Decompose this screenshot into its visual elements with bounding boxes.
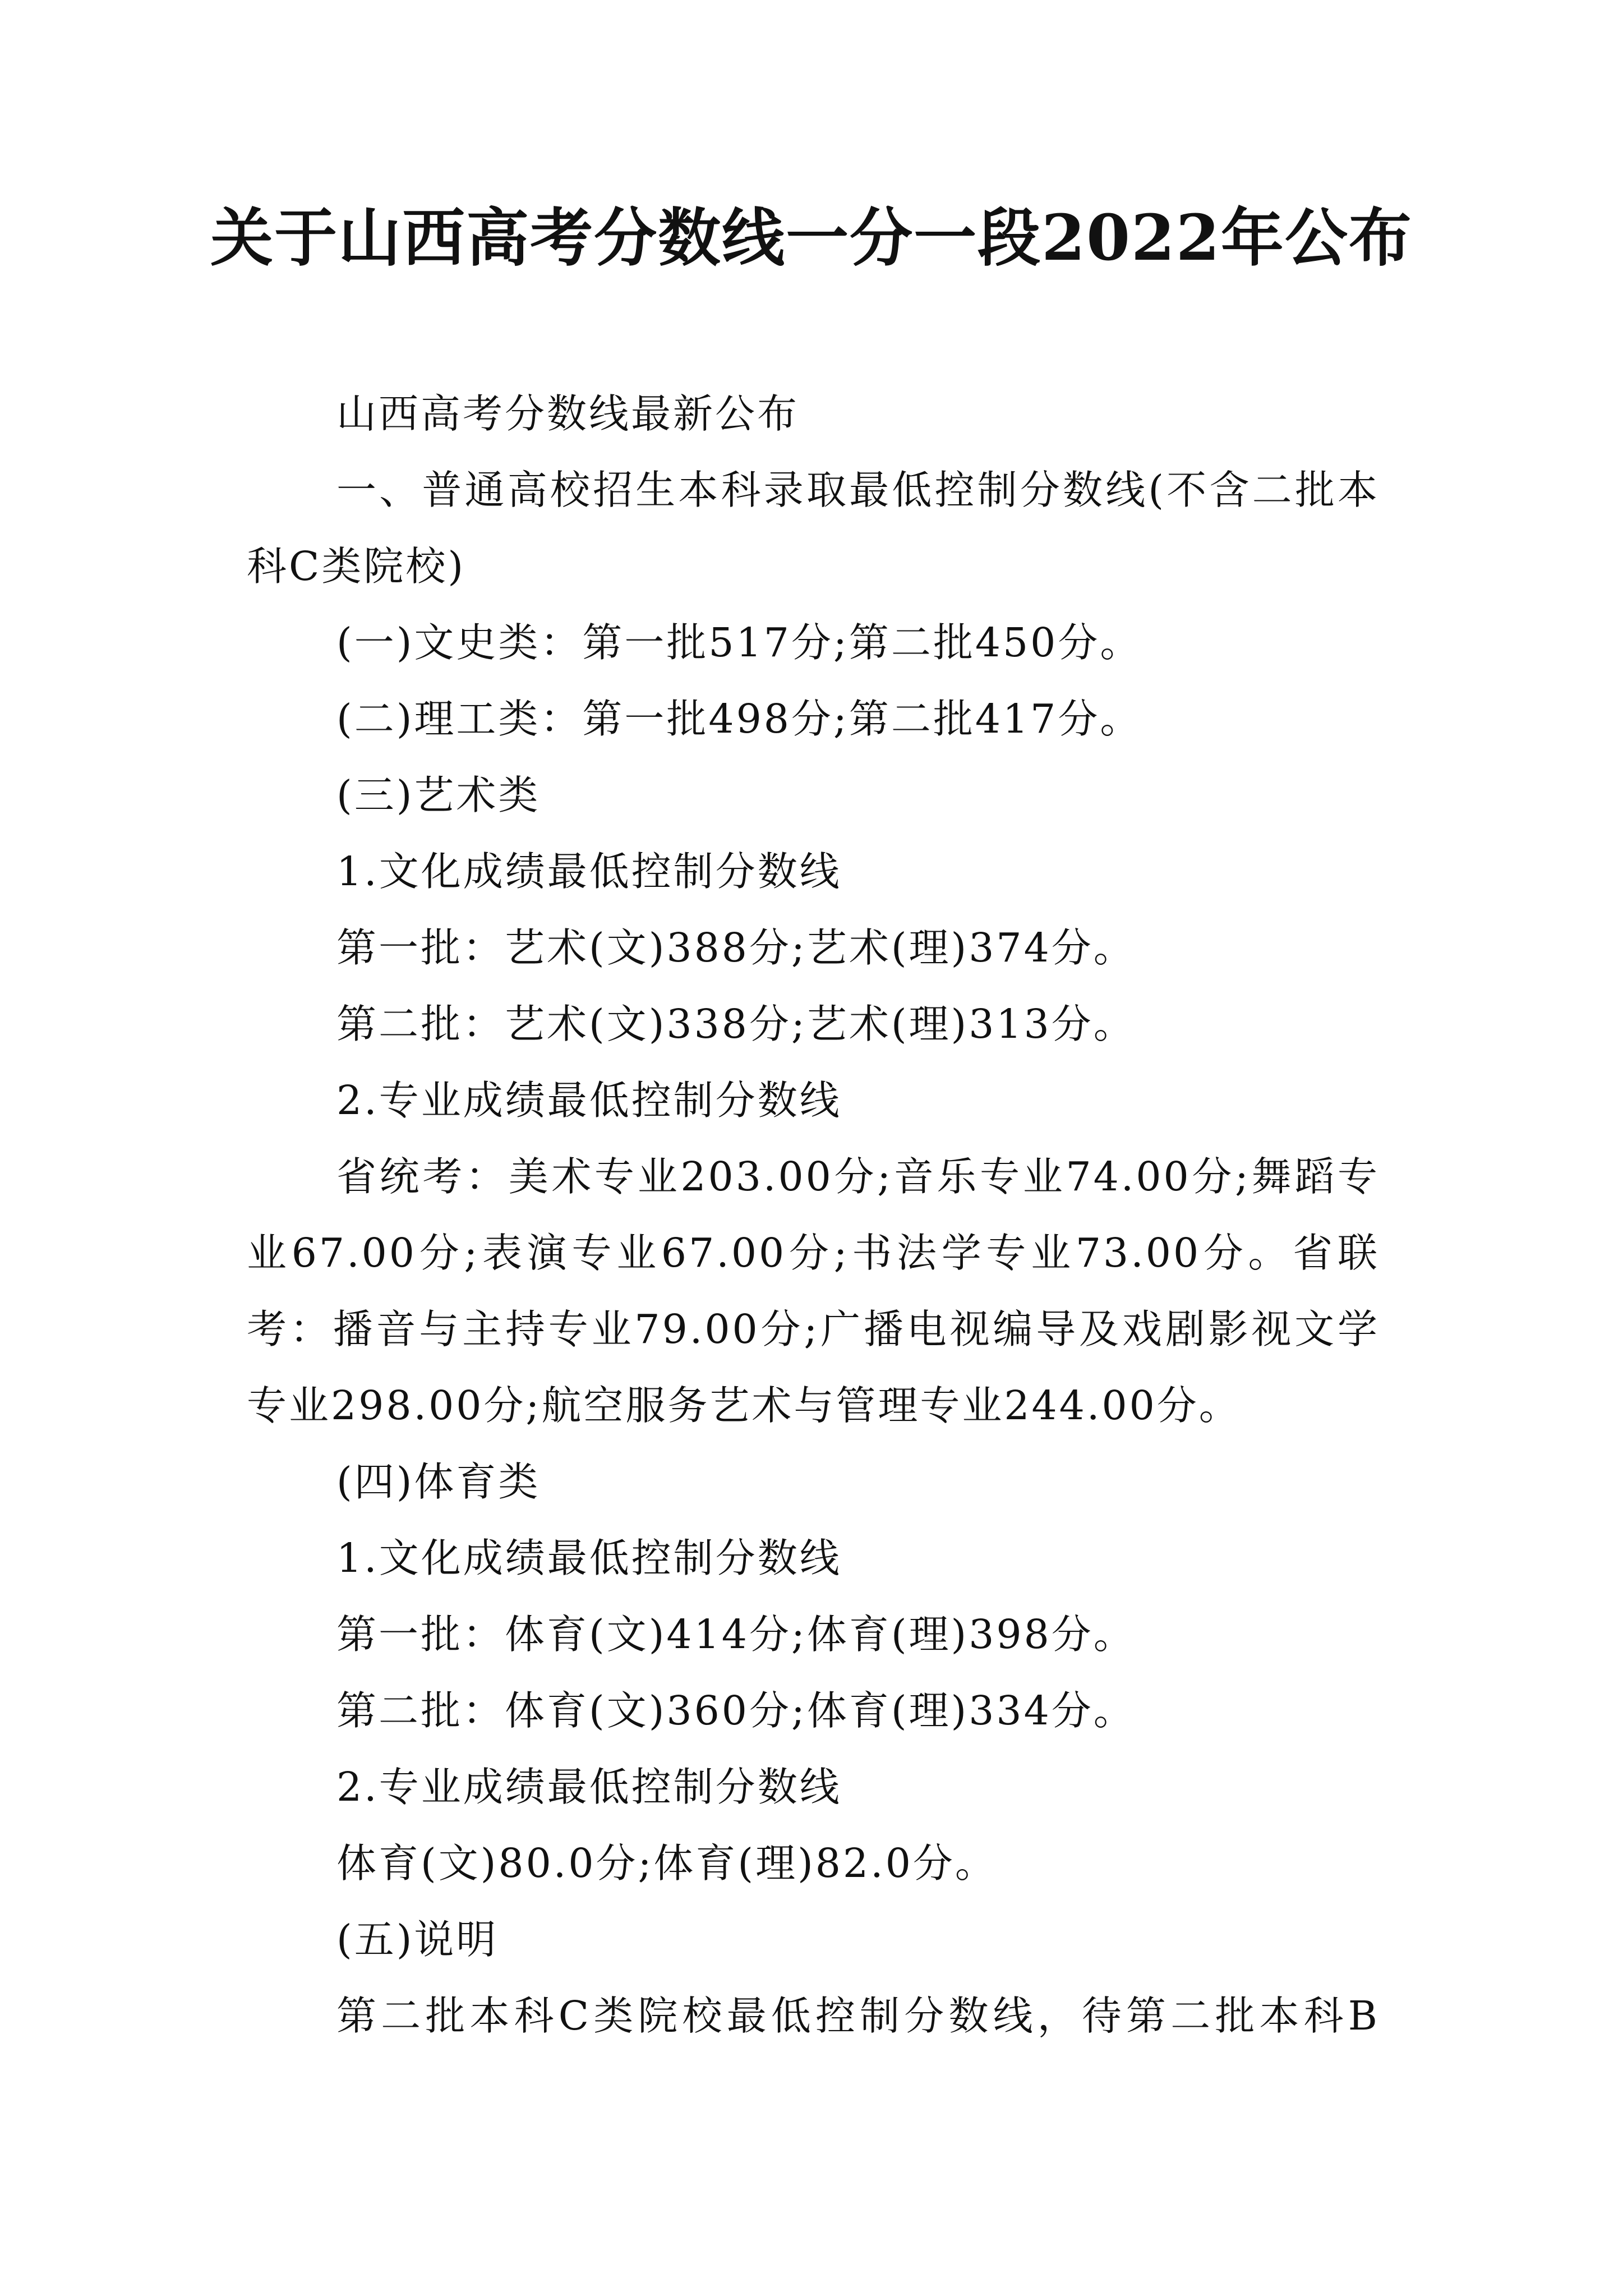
paragraph: 2.专业成绩最低控制分数线: [336, 1764, 842, 1810]
paragraph: (四)体育类: [336, 1458, 541, 1505]
paragraph: 第一批：艺术(文)388分;艺术(理)374分。: [336, 924, 1136, 971]
paragraph: 第二批：体育(文)360分;体育(理)334分。: [336, 1687, 1136, 1734]
paragraph: 1.文化成绩最低控制分数线: [336, 1535, 842, 1581]
paragraph: (五)说明: [336, 1916, 499, 1963]
paragraph: 体育(文)80.0分;体育(理)82.0分。: [336, 1840, 997, 1887]
paragraph: 一、普通高校招生本科录取最低控制分数线(不含二批本科C类院校): [247, 467, 1380, 590]
paragraph: 省统考：美术专业203.00分;音乐专业74.00分;舞蹈专业67.00分;表演专业67.00分;书法学专业73.00分。省联考：播音与主持专业79.00分;广播电视编导及戏剧影视文学专业298.00分;航空服务艺术与管理专业244.00分。: [247, 1153, 1380, 1429]
paragraph: 2.专业成绩最低控制分数线: [336, 1077, 842, 1124]
paragraph: 山西高考分数线最新公布: [336, 390, 800, 437]
paragraph: 第二批本科C类院校最低控制分数线，待第二批本科B: [336, 1993, 1380, 2039]
paragraph: 1.文化成绩最低控制分数线: [336, 848, 842, 895]
paragraph: (二)理工类：第一批498分;第二批417分。: [336, 696, 1142, 742]
paragraph: 第二批：艺术(文)338分;艺术(理)313分。: [336, 1001, 1136, 1047]
paragraph: 第一批：体育(文)414分;体育(理)398分。: [336, 1611, 1136, 1658]
document-body: [247, 376, 1380, 2054]
document-title: 关于山西高考分数线一分一段2022年公布: [210, 201, 1413, 275]
paragraph: (一)文史类：第一批517分;第二批450分。: [336, 619, 1142, 666]
paragraph: (三)艺术类: [336, 772, 541, 818]
